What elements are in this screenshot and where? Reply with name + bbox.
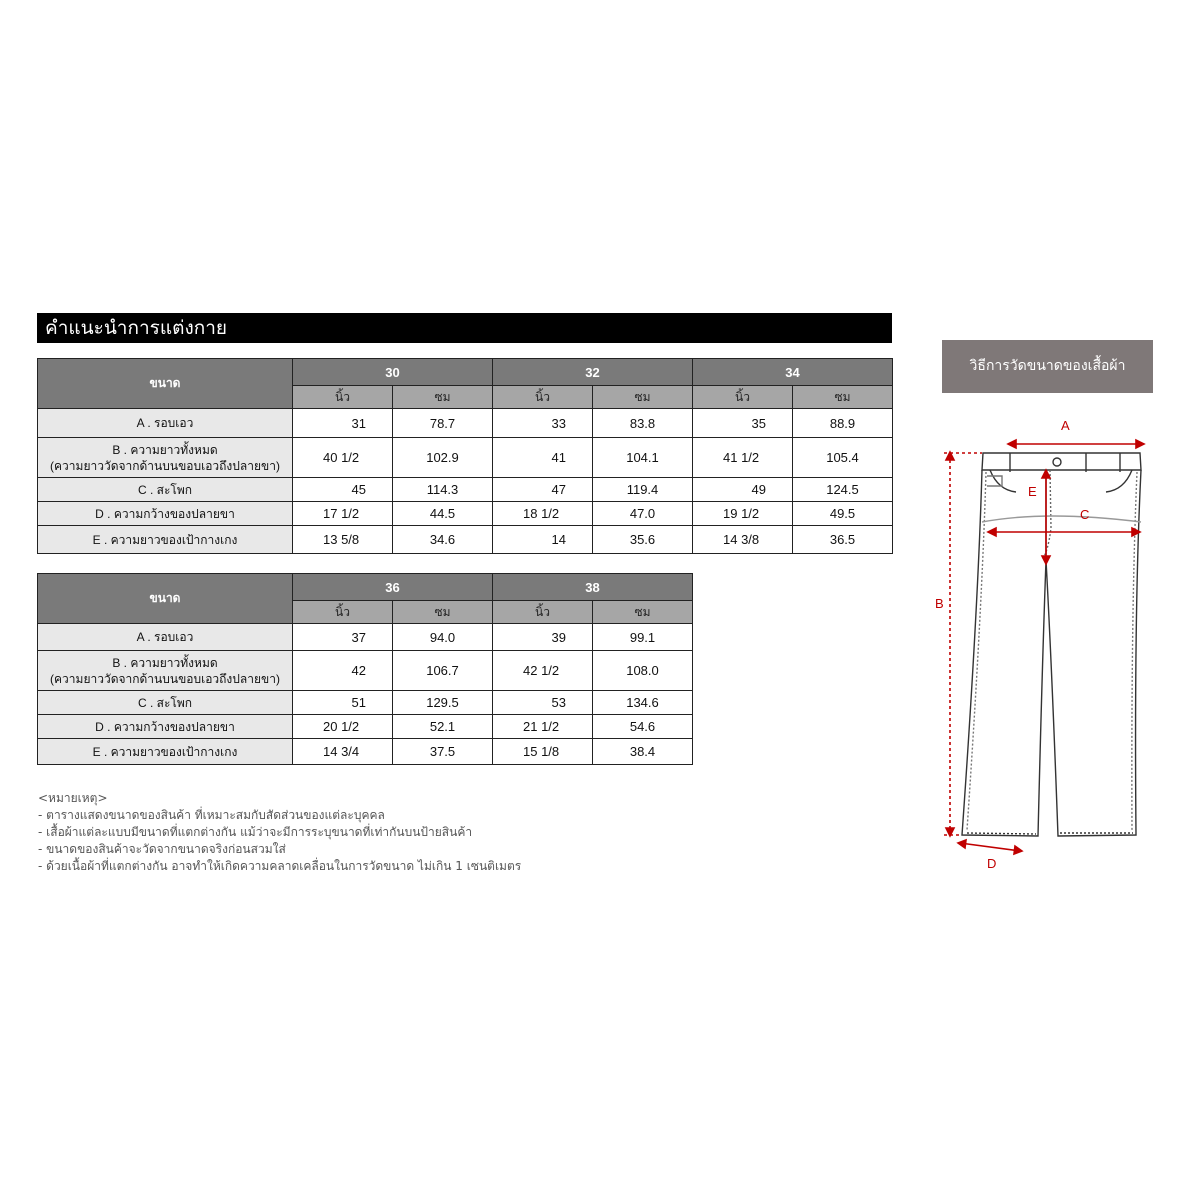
cell: 53 <box>493 691 593 715</box>
cell: 18 1/2 <box>493 502 593 526</box>
cell: 44.5 <box>393 502 493 526</box>
label-b: B <box>935 596 944 611</box>
size-table-2 <box>37 573 693 765</box>
cell: 54.6 <box>593 715 693 739</box>
table-row <box>38 478 893 502</box>
row-label-length-line2: (ความยาววัดจากด้านบนขอบเอวถึงปลายขา) <box>50 458 280 473</box>
row-label-hem-width: D . ความกว้างของปลายขา <box>38 715 293 739</box>
cell: 33 <box>493 409 593 438</box>
unit-cm: ซม <box>793 386 893 409</box>
note-item: - ตารางแสดงขนาดของสินค้า ที่เหมาะสมกับสัดส่วนของแต่ละบุคคล <box>38 808 385 822</box>
cell: 49.5 <box>793 502 893 526</box>
table-row <box>38 715 693 739</box>
table-row <box>38 526 893 554</box>
size-col-36: 36 <box>293 574 493 601</box>
cell: 42 1/2 <box>493 651 593 691</box>
size-header-label: ขนาด <box>38 574 293 624</box>
table-row <box>38 739 693 765</box>
unit-cm: ซม <box>393 386 493 409</box>
unit-cm: ซม <box>393 601 493 624</box>
label-a: A <box>1061 418 1070 433</box>
table-row <box>38 502 893 526</box>
table-row <box>38 438 893 478</box>
unit-cm: ซม <box>593 601 693 624</box>
how-to-measure-heading: วิธีการวัดขนาดของเสื้อผ้า <box>942 340 1153 393</box>
row-label-hem-width: D . ความกว้างของปลายขา <box>38 502 293 526</box>
row-label-hip: C . สะโพก <box>38 478 293 502</box>
cell: 41 <box>493 438 593 478</box>
row-label-rise: E . ความยาวของเป้ากางเกง <box>38 526 293 554</box>
pants-measurement-diagram <box>920 410 1170 880</box>
cell: 38.4 <box>593 739 693 765</box>
label-c: C <box>1080 507 1090 522</box>
row-label-waist: A . รอบเอว <box>38 409 293 438</box>
cell: 78.7 <box>393 409 493 438</box>
notes-heading: <หมายเหตุ> <box>38 791 108 805</box>
row-label-length-line2: (ความยาววัดจากด้านบนขอบเอวถึงปลายขา) <box>50 671 280 686</box>
cell: 119.4 <box>593 478 693 502</box>
table-row <box>38 651 693 691</box>
cell: 99.1 <box>593 624 693 651</box>
row-label-length-line1: B . ความยาวทั้งหมด <box>112 442 218 457</box>
size-col-32: 32 <box>493 359 693 386</box>
size-table-1 <box>37 358 893 554</box>
note-item: - เสื้อผ้าแต่ละแบบมีขนาดที่แตกต่างกัน แม้ว่าจะมีการระบุขนาดที่เท่ากันบนป้ายสินค้า <box>38 825 473 839</box>
unit-inch: นิ้ว <box>293 386 393 409</box>
cell: 20 1/2 <box>293 715 393 739</box>
cell: 104.1 <box>593 438 693 478</box>
cell: 31 <box>293 409 393 438</box>
cell: 37 <box>293 624 393 651</box>
unit-inch: นิ้ว <box>293 601 393 624</box>
cell: 105.4 <box>793 438 893 478</box>
unit-inch: นิ้ว <box>493 386 593 409</box>
cell: 47 <box>493 478 593 502</box>
row-label-length <box>38 438 293 478</box>
cell: 34.6 <box>393 526 493 554</box>
pants-outline-icon <box>962 453 1141 836</box>
note-item: - ขนาดของสินค้าจะวัดจากขนาดจริงก่อนสวมใส่ <box>38 842 286 856</box>
cell: 35.6 <box>593 526 693 554</box>
cell: 49 <box>693 478 793 502</box>
unit-inch: นิ้ว <box>493 601 593 624</box>
cell: 37.5 <box>393 739 493 765</box>
row-label-waist: A . รอบเอว <box>38 624 293 651</box>
cell: 15 1/8 <box>493 739 593 765</box>
row-label-length <box>38 651 293 691</box>
note-item: - ด้วยเนื้อผ้าที่แตกต่างกัน อาจทำให้เกิดความคลาดเคลื่อนในการวัดขนาด ไม่เกิน 1 เซนติเมตร <box>38 859 522 873</box>
cell: 36.5 <box>793 526 893 554</box>
cell: 124.5 <box>793 478 893 502</box>
cell: 40 1/2 <box>293 438 393 478</box>
label-d: D <box>987 856 997 871</box>
size-col-34: 34 <box>693 359 893 386</box>
cell: 88.9 <box>793 409 893 438</box>
cell: 47.0 <box>593 502 693 526</box>
cell: 14 3/8 <box>693 526 793 554</box>
cell: 35 <box>693 409 793 438</box>
cell: 14 <box>493 526 593 554</box>
cell: 14 3/4 <box>293 739 393 765</box>
unit-inch: นิ้ว <box>693 386 793 409</box>
table-row <box>38 624 693 651</box>
cell: 21 1/2 <box>493 715 593 739</box>
cell: 114.3 <box>393 478 493 502</box>
cell: 102.9 <box>393 438 493 478</box>
cell: 39 <box>493 624 593 651</box>
cell: 13 5/8 <box>293 526 393 554</box>
cell: 134.6 <box>593 691 693 715</box>
page-title: คำแนะนำการแต่งกาย <box>37 313 892 343</box>
unit-cm: ซม <box>593 386 693 409</box>
cell: 52.1 <box>393 715 493 739</box>
size-header-label: ขนาด <box>38 359 293 409</box>
cell: 19 1/2 <box>693 502 793 526</box>
size-col-30: 30 <box>293 359 493 386</box>
label-e: E <box>1028 484 1037 499</box>
row-label-hip: C . สะโพก <box>38 691 293 715</box>
notes <box>38 790 521 875</box>
cell: 42 <box>293 651 393 691</box>
size-col-38: 38 <box>493 574 693 601</box>
cell: 94.0 <box>393 624 493 651</box>
cell: 129.5 <box>393 691 493 715</box>
cell: 51 <box>293 691 393 715</box>
cell: 41 1/2 <box>693 438 793 478</box>
table-row <box>38 409 893 438</box>
row-label-length-line1: B . ความยาวทั้งหมด <box>112 655 218 670</box>
cell: 17 1/2 <box>293 502 393 526</box>
cell: 106.7 <box>393 651 493 691</box>
table-row <box>38 691 693 715</box>
cell: 108.0 <box>593 651 693 691</box>
cell: 45 <box>293 478 393 502</box>
cell: 83.8 <box>593 409 693 438</box>
row-label-rise: E . ความยาวของเป้ากางเกง <box>38 739 293 765</box>
